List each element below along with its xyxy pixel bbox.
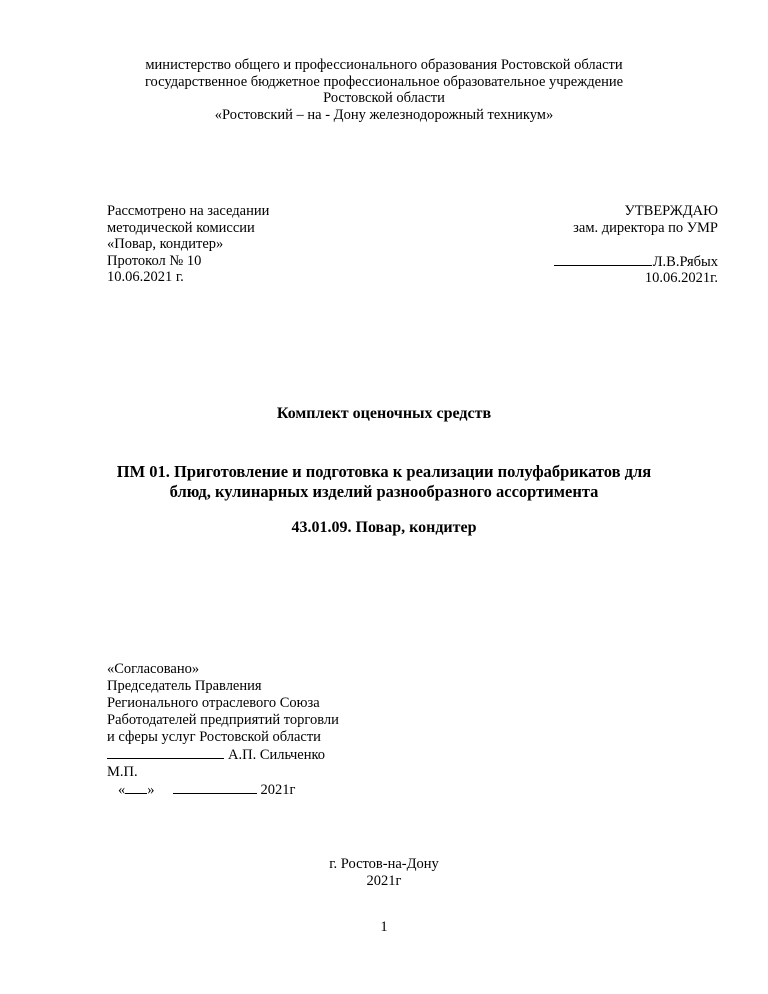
considered-line: Рассмотрено на заседании — [107, 203, 270, 219]
date-quote-close: » — [147, 782, 155, 798]
considered-line: Протокол № 10 — [107, 252, 202, 269]
header-line: министерство общего и профессионального образования Ростовской области — [145, 57, 623, 73]
module-title-line: блюд, кулинарных изделий разнообразного ассортимента — [169, 482, 599, 501]
document-title: Комплект оценочных средств — [276, 405, 492, 422]
approval-date: 10.06.2021г. — [644, 270, 718, 286]
approval-position: зам. директора по УМР — [573, 219, 718, 236]
approval-block — [554, 203, 718, 287]
header-line: «Ростовский – на - Дону железнодорожный техникум» — [214, 106, 554, 123]
agreed-date — [107, 781, 339, 799]
approval-title: УТВЕРЖДАЮ — [624, 203, 718, 219]
header-line: Ростовской области — [323, 90, 445, 106]
agreed-line: и сферы услуг Ростовской области — [107, 729, 321, 745]
footer-city: г. Ростов-на-Дону — [329, 856, 439, 872]
organization-header — [0, 57, 768, 123]
agreed-signature — [107, 746, 339, 764]
agreed-block — [107, 661, 339, 799]
document-footer — [0, 856, 768, 889]
agreed-line: Работодателей предприятий торговли — [107, 712, 339, 728]
day-blank — [125, 781, 147, 794]
agreed-line: Регионального отраслевого Союза — [107, 695, 320, 711]
date-quote-open: « — [118, 782, 126, 798]
specialty-title: 43.01.09. Повар, кондитер — [291, 519, 477, 536]
agreed-year: 2021г — [260, 782, 296, 798]
header-line: государственное бюджетное профессиональное образовательное учреждение — [144, 73, 624, 90]
considered-line: 10.06.2021 г. — [107, 269, 184, 285]
signature-line — [107, 746, 224, 759]
month-blank — [173, 781, 257, 794]
agreed-line: Председатель Правления — [107, 678, 262, 694]
module-title — [0, 462, 768, 502]
considered-line: «Повар, кондитер» — [107, 236, 224, 252]
footer-year: 2021г — [366, 872, 402, 889]
agreed-stamp: М.П. — [107, 764, 138, 780]
agreed-line: «Согласовано» — [107, 661, 200, 677]
approval-signer: Л.В.Рябых — [652, 253, 718, 270]
module-title-line: ПМ 01. Приготовление и подготовка к реализации полуфабрикатов для — [116, 462, 652, 481]
approval-signature — [554, 253, 718, 271]
page-number: 1 — [380, 919, 388, 935]
considered-block — [107, 203, 269, 286]
considered-line: методической комиссии — [107, 219, 255, 236]
signature-line — [554, 253, 652, 266]
agreed-signer: А.П. Сильченко — [228, 747, 326, 763]
